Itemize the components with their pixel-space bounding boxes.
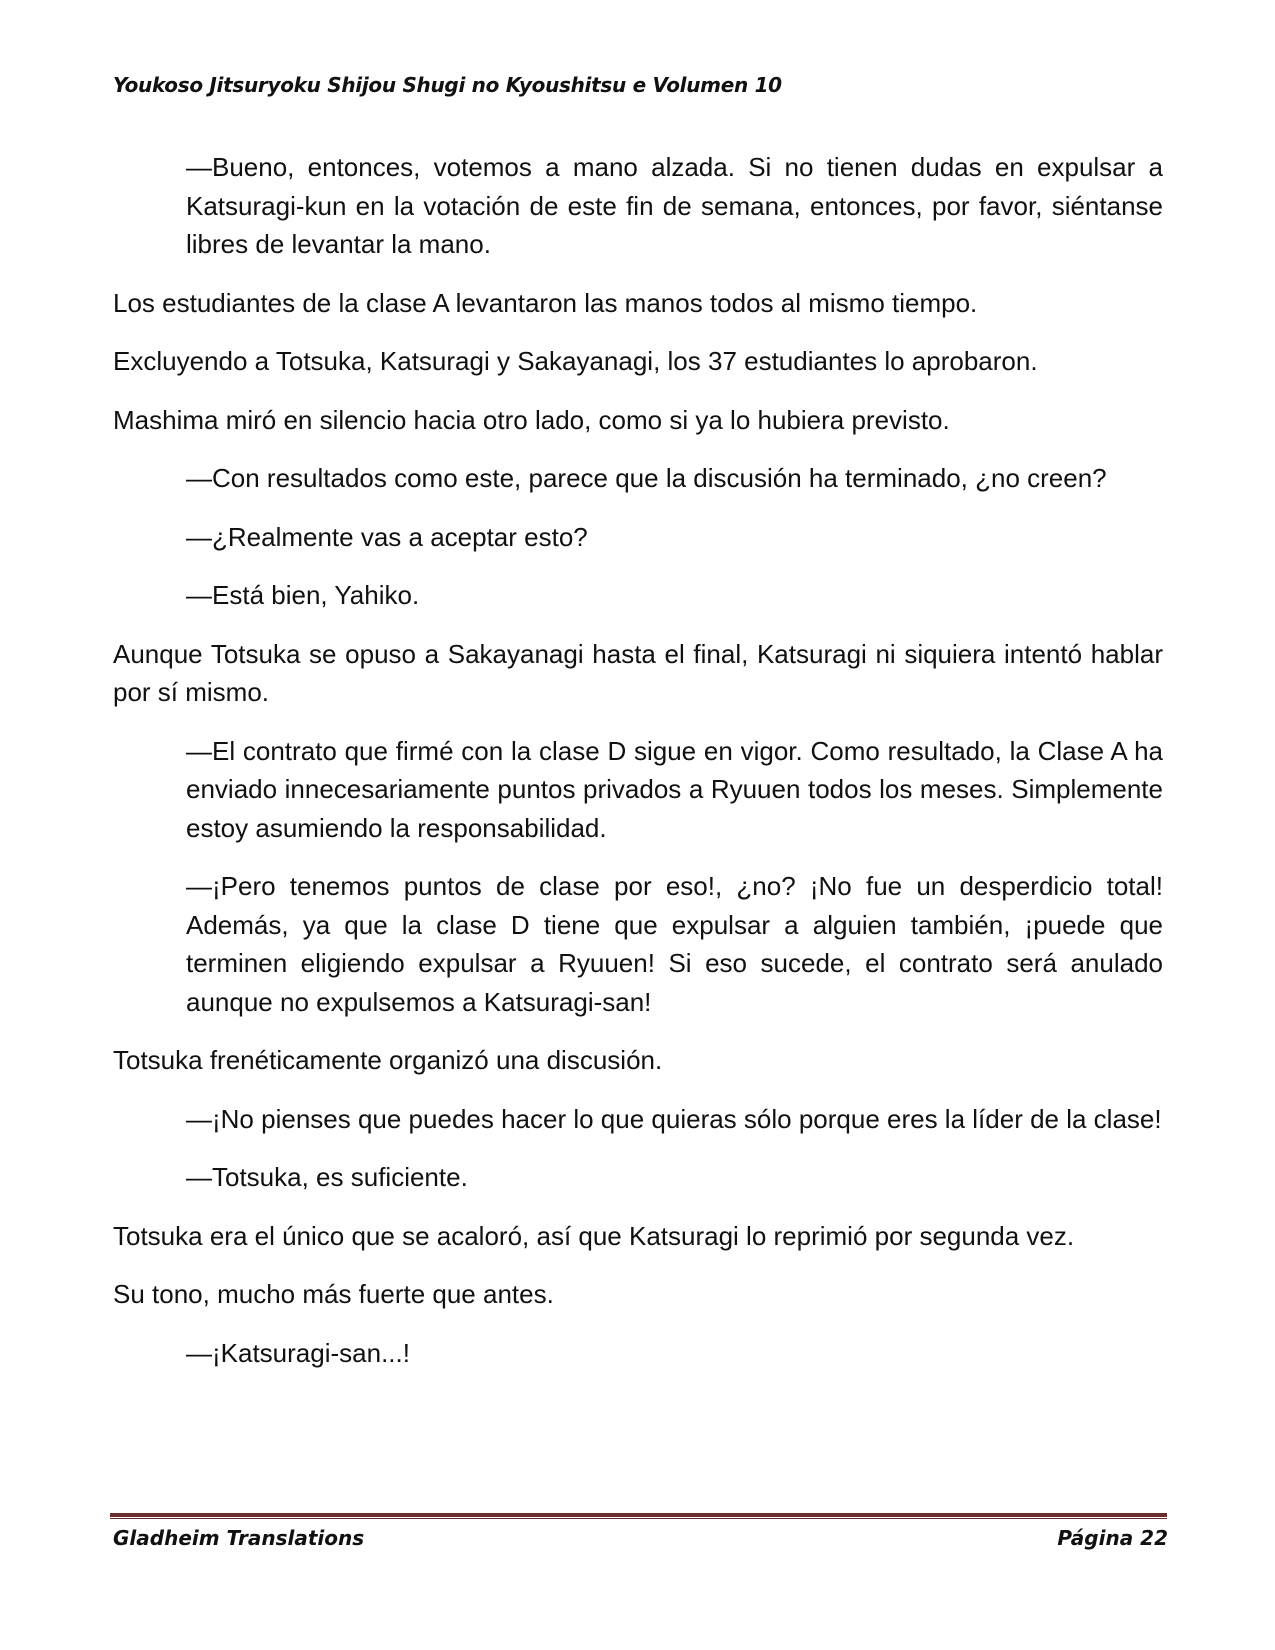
page-header-title: Youkoso Jitsuryoku Shijou Shugi no Kyoushitsu e Volumen 10: [113, 73, 782, 97]
dialog-paragraph: —¡Pero tenemos puntos de clase por eso!, ¿no? ¡No fue un desperdicio total! Además, ya que la clase D tiene que expulsar a alguien también, ¡puede que terminen eligiendo expulsar a Ryuuen! Si eso sucede, el contrato será anulado aunque no expulsemos a Katsuragi-san!: [186, 871, 1163, 1017]
footer-divider: [110, 1513, 1167, 1519]
narration-paragraph: Excluyendo a Totsuka, Katsuragi y Sakayanagi, los 37 estudiantes lo aprobaron.: [113, 346, 1038, 376]
dialog-paragraph: —¡No pienses que puedes hacer lo que quieras sólo porque eres la líder de la clase!: [186, 1103, 1162, 1134]
dialog-paragraph: —¿Realmente vas a aceptar esto?: [186, 521, 588, 552]
narration-paragraph: Totsuka frenéticamente organizó una discusión.: [113, 1045, 663, 1075]
dialog-paragraph: —Totsuka, es suficiente.: [186, 1162, 468, 1192]
footer-translator: Gladheim Translations: [113, 1526, 365, 1550]
dialog-paragraph: —Bueno, entonces, votemos a mano alzada. Si no tienen dudas en expulsar a Katsuragi-kun en la votación de este fin de semana, entonces, por favor, siéntanse libres de levantar la mano.: [186, 152, 1163, 259]
page-body: [113, 148, 1163, 1392]
narration-paragraph: Su tono, mucho más fuerte que antes.: [113, 1279, 554, 1309]
narration-paragraph: Totsuka era el único que se acaloró, así que Katsuragi lo reprimió por segunda vez.: [113, 1220, 1075, 1251]
narration-paragraph: Aunque Totsuka se opuso a Sakayanagi hasta el final, Katsuragi ni siquiera intentó hablar por sí mismo.: [113, 638, 1163, 707]
dialog-paragraph: —El contrato que firmé con la clase D sigue en vigor. Como resultado, la Clase A ha enviado innecesariamente puntos privados a Ryuuen todos los meses. Simplemente estoy asumiendo la responsabilidad.: [186, 735, 1163, 843]
dialog-paragraph: —Está bien, Yahiko.: [186, 580, 420, 610]
narration-paragraph: Mashima miró en silencio hacia otro lado, como si ya lo hubiera previsto.: [113, 404, 950, 435]
dialog-paragraph: —¡Katsuragi-san...!: [186, 1337, 410, 1368]
footer-page-number: Página 22: [1057, 1526, 1168, 1550]
narration-paragraph: Los estudiantes de la clase A levantaron las manos todos al mismo tiempo.: [113, 287, 978, 318]
dialog-paragraph: —Con resultados como este, parece que la discusión ha terminado, ¿no creen?: [186, 463, 1107, 493]
